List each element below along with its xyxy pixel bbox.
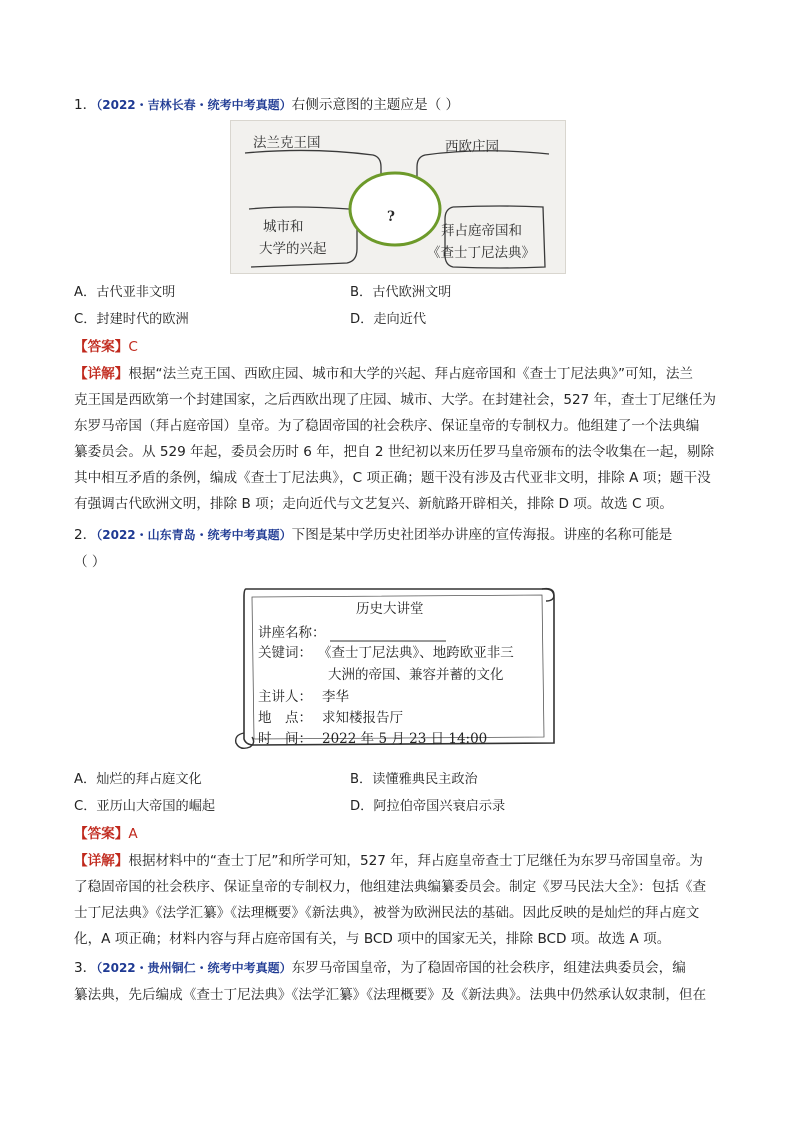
poster-time: 2022 年 5 月 23 日 14:00 — [322, 731, 488, 747]
detail-line: 其中相互矛盾的条例，编成《查士丁尼法典》，C 项正确；题干没有涉及古代亚非文明，排除 A 项；题干没 — [74, 470, 711, 486]
poster-keyword-text: 大洲的帝国、兼容并蓄的文化 — [328, 667, 504, 683]
detail-tag: 【详解】 — [74, 853, 129, 869]
diagram-center-question-mark: ? — [387, 209, 395, 225]
figure-lecture-poster — [232, 583, 558, 755]
diagram-label-byzantine: 拜占庭帝国和 — [441, 223, 522, 239]
option-b: B．读懂雅典民主政治 — [350, 772, 478, 787]
option-d: D．阿拉伯帝国兴衰启示录 — [350, 799, 506, 814]
option-a: A．古代亚非文明 — [74, 285, 176, 300]
poster-keyword-text: 《查士丁尼法典》、地跨欧亚非三 — [318, 645, 514, 661]
answer-tag: 【答案】 — [74, 339, 129, 355]
question-text: 下图是某中学历史社团举办讲座的宣传海报。讲座的名称可能是 — [291, 527, 673, 543]
question-text: 右侧示意图的主题应是（ ） — [291, 97, 460, 113]
detail-line: 【详解】根据“法兰克王国、西欧庄园、城市和大学的兴起、拜占庭帝国和《查士丁尼法典》”可知，法兰 — [74, 366, 694, 382]
question-number: 1． — [74, 97, 97, 113]
diagram-label-justinian-code: 《查士丁尼法典》 — [427, 245, 535, 261]
question-text-continued: 纂法典，先后编成《查士丁尼法典》《法学汇纂》《法理概要》及《新法典》。法典中仍然承认奴隶制，但在 — [74, 987, 707, 1003]
poster-lecture-name-label: 讲座名称： — [258, 625, 326, 641]
question-text-continued: （ ） — [74, 554, 106, 570]
poster-speaker-label: 主讲人： — [258, 689, 312, 705]
question-1-stem — [74, 95, 734, 115]
answer-line — [74, 824, 734, 844]
option-b: B．古代欧洲文明 — [350, 285, 452, 300]
diagram-label-cities: 城市和 — [263, 219, 304, 235]
detail-line: 【详解】根据材料中的“查士丁尼”和所学可知，527 年，拜占庭皇帝查士丁尼继任为东罗马帝国皇帝。为 — [74, 853, 703, 869]
detail-tag: 【详解】 — [74, 366, 129, 382]
answer-value: C — [128, 339, 138, 355]
option-c: C．封建时代的欧洲 — [74, 312, 189, 327]
detail-line: 克王国是西欧第一个封建国家，之后西欧出现了庄园、城市、大学。在封建社会，527 年，查士丁尼继任为 — [74, 392, 716, 408]
detail-line: 东罗马帝国（拜占庭帝国）皇帝。为了稳固帝国的社会秩序、保证皇帝的专制权力。他组建了一个法典编 — [74, 418, 700, 434]
answer-line — [74, 337, 734, 357]
question-source: （2022・吉林长春・统考中考真题） — [96, 98, 292, 112]
poster-place-label: 地 点： — [258, 710, 312, 726]
question-number: 2． — [74, 527, 97, 543]
option-d: D．走向近代 — [350, 312, 427, 327]
poster-title: 历史大讲堂 — [356, 601, 424, 617]
poster-place: 求知楼报告厅 — [322, 710, 403, 726]
detail-line: 士丁尼法典》《法学汇纂》《法理概要》《新法典》，被誉为欧洲民法的基础。因此反映的是灿烂的拜占庭文 — [74, 905, 700, 921]
question-text: 东罗马帝国皇帝，为了稳固帝国的社会秩序，组建法典委员会，编 — [291, 960, 686, 976]
detail-line: 了稳固帝国的社会秩序、保证皇帝的专制权力，他组建法典编纂委员会。制定《罗马民法大全》：包括《查 — [74, 879, 707, 895]
diagram-label-frankish-kingdom: 法兰克王国 — [253, 135, 321, 151]
question-number: 3． — [74, 960, 97, 976]
figure-schematic-diagram — [230, 120, 566, 274]
diagram-label-universities: 大学的兴起 — [259, 241, 327, 257]
question-2-stem — [74, 525, 734, 545]
detail-line: 纂委员会。从 529 年起，委员会历时 6 年，把自 2 世纪初以来历任罗马皇帝颁布的法令收集在一起，剔除 — [74, 444, 715, 460]
poster-time-label: 时 间： — [258, 731, 312, 747]
option-a: A．灿烂的拜占庭文化 — [74, 772, 202, 787]
poster-speaker: 李华 — [322, 689, 349, 705]
detail-line: 化，A 项正确；材料内容与拜占庭帝国有关，与 BCD 项中的国家无关，排除 BCD 项。故选 A 项。 — [74, 931, 671, 947]
answer-value: A — [128, 826, 138, 842]
detail-line: 有强调古代欧洲文明，排除 B 项；走向近代与文艺复兴、新航路开辟相关，排除 D 项。故选 C 项。 — [74, 496, 673, 512]
question-3-stem — [74, 958, 734, 978]
option-c: C．亚历山大帝国的崛起 — [74, 799, 216, 814]
answer-tag: 【答案】 — [74, 826, 129, 842]
question-source: （2022・贵州铜仁・统考中考真题） — [96, 961, 292, 975]
poster-keyword-label: 关键词： — [258, 645, 312, 661]
question-source: （2022・山东青岛・统考中考真题） — [96, 528, 292, 542]
diagram-label-manor: 西欧庄园 — [445, 139, 499, 155]
